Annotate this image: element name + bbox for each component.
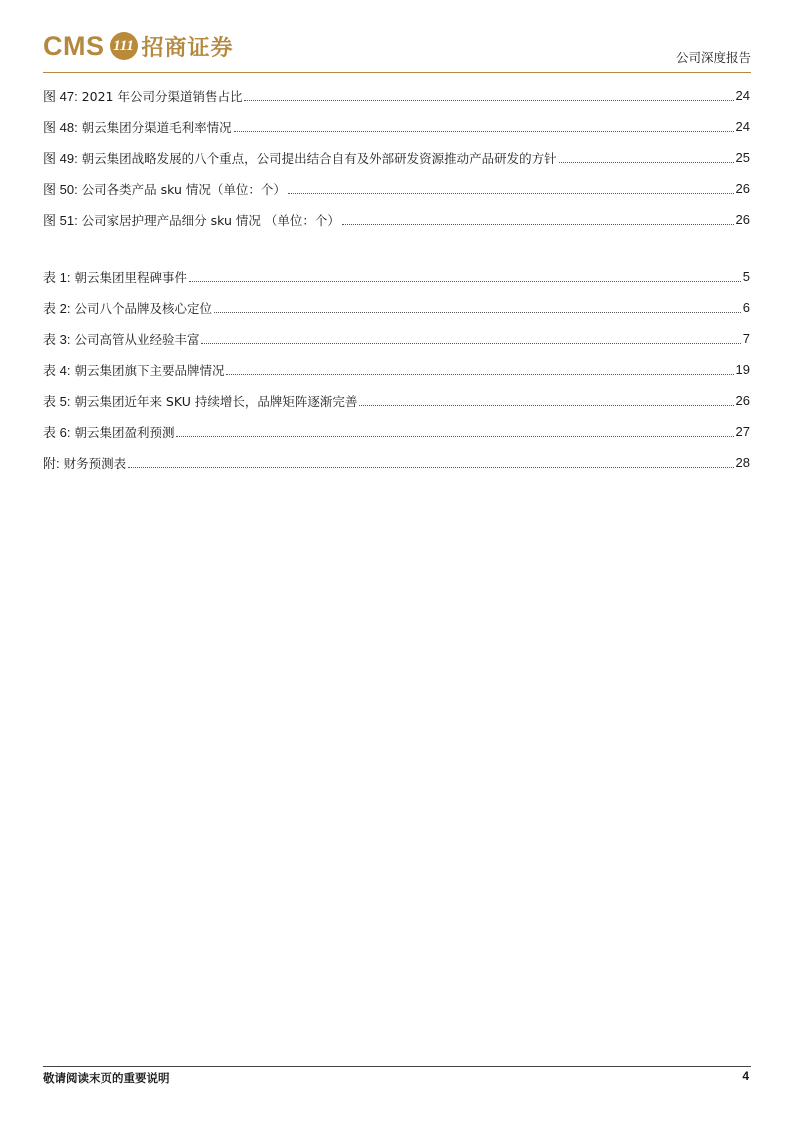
dot-leader: [226, 373, 733, 375]
entry-number: 图 50:: [43, 182, 78, 197]
entry-page: 5: [742, 269, 750, 284]
toc-entry-table-4[interactable]: [43, 354, 750, 385]
dot-leader: [559, 161, 734, 163]
entry-number: 表 5:: [43, 394, 71, 409]
entry-title: 公司家居护理产品细分 sku 情况 （单位：个）: [81, 213, 340, 228]
entry-title: 2021 年公司分渠道销售占比: [81, 89, 243, 104]
footer-divider: [43, 1066, 751, 1067]
toc-entry-figure-47[interactable]: [43, 80, 750, 111]
entry-page: 24: [735, 88, 750, 103]
entry-page: 26: [735, 181, 750, 196]
entry-page: 6: [742, 300, 750, 315]
entry-title: 朝云集团盈利预测: [74, 425, 175, 440]
entry-title: 公司各类产品 sku 情况（单位：个）: [81, 182, 286, 197]
entry-page: 7: [742, 331, 750, 346]
logo-seal-icon: 111: [110, 32, 138, 60]
entry-title: 财务预测表: [63, 456, 127, 471]
entry-title: 朝云集团战略发展的八个重点，公司提出结合自有及外部研发资源推动产品研发的方针: [81, 151, 557, 166]
toc-entry-figure-51[interactable]: [43, 204, 750, 235]
entry-title: 公司八个品牌及核心定位: [74, 301, 212, 316]
dot-leader: [234, 130, 734, 132]
toc-entry-figure-48[interactable]: [43, 111, 750, 142]
dot-leader: [214, 311, 741, 313]
entry-title: 朝云集团里程碑事件: [74, 270, 187, 285]
entry-number: 表 3:: [43, 332, 71, 347]
toc-entry-figure-49[interactable]: [43, 142, 750, 173]
dot-leader: [189, 280, 741, 282]
entry-number: 表 2:: [43, 301, 71, 316]
dot-leader: [288, 192, 734, 194]
header-divider: [43, 72, 751, 73]
entry-page: 25: [735, 150, 750, 165]
dot-leader: [176, 435, 733, 437]
entry-number: 表 1:: [43, 270, 71, 285]
dot-leader: [201, 342, 740, 344]
dot-leader: [244, 99, 733, 101]
toc-entry-table-1[interactable]: [43, 261, 750, 292]
dot-leader: [128, 466, 733, 468]
entry-title: 朝云集团旗下主要品牌情况: [74, 363, 225, 378]
entry-number: 图 47:: [43, 89, 78, 104]
entry-number: 附:: [43, 456, 60, 471]
figure-list: [43, 80, 750, 235]
page-number: 4: [742, 1069, 749, 1083]
page-header: [43, 28, 751, 72]
toc-entry-table-3[interactable]: [43, 323, 750, 354]
entry-number: 表 4:: [43, 363, 71, 378]
toc-entry-table-5[interactable]: [43, 385, 750, 416]
disclaimer-note: 敬请阅读末页的重要说明: [43, 1071, 170, 1085]
entry-title: 朝云集团分渠道毛利率情况: [81, 120, 232, 135]
entry-number: 图 48:: [43, 120, 78, 135]
toc-entry-appendix[interactable]: [43, 447, 750, 478]
entry-page: 26: [735, 393, 750, 408]
dot-leader: [359, 404, 733, 406]
entry-number: 表 6:: [43, 425, 71, 440]
entry-page: 27: [735, 424, 750, 439]
toc-entry-table-6[interactable]: [43, 416, 750, 447]
entry-title: 朝云集团近年来 SKU 持续增长，品牌矩阵逐渐完善: [74, 394, 358, 409]
entry-page: 24: [735, 119, 750, 134]
report-type-label: 公司深度报告: [675, 50, 751, 65]
logo-chinese-name: 招商证券: [141, 34, 234, 61]
entry-page: 26: [735, 212, 750, 227]
dot-leader: [342, 223, 734, 225]
entry-number: 图 51:: [43, 213, 78, 228]
table-list: [43, 261, 750, 478]
toc-entry-figure-50[interactable]: [43, 173, 750, 204]
company-logo: [43, 28, 234, 64]
entry-page: 19: [735, 362, 750, 377]
toc-entry-table-2[interactable]: [43, 292, 750, 323]
entry-number: 图 49:: [43, 151, 78, 166]
entry-page: 28: [735, 455, 750, 470]
logo-cms-text: CMS: [43, 30, 105, 61]
entry-title: 公司高管从业经验丰富: [74, 332, 200, 347]
